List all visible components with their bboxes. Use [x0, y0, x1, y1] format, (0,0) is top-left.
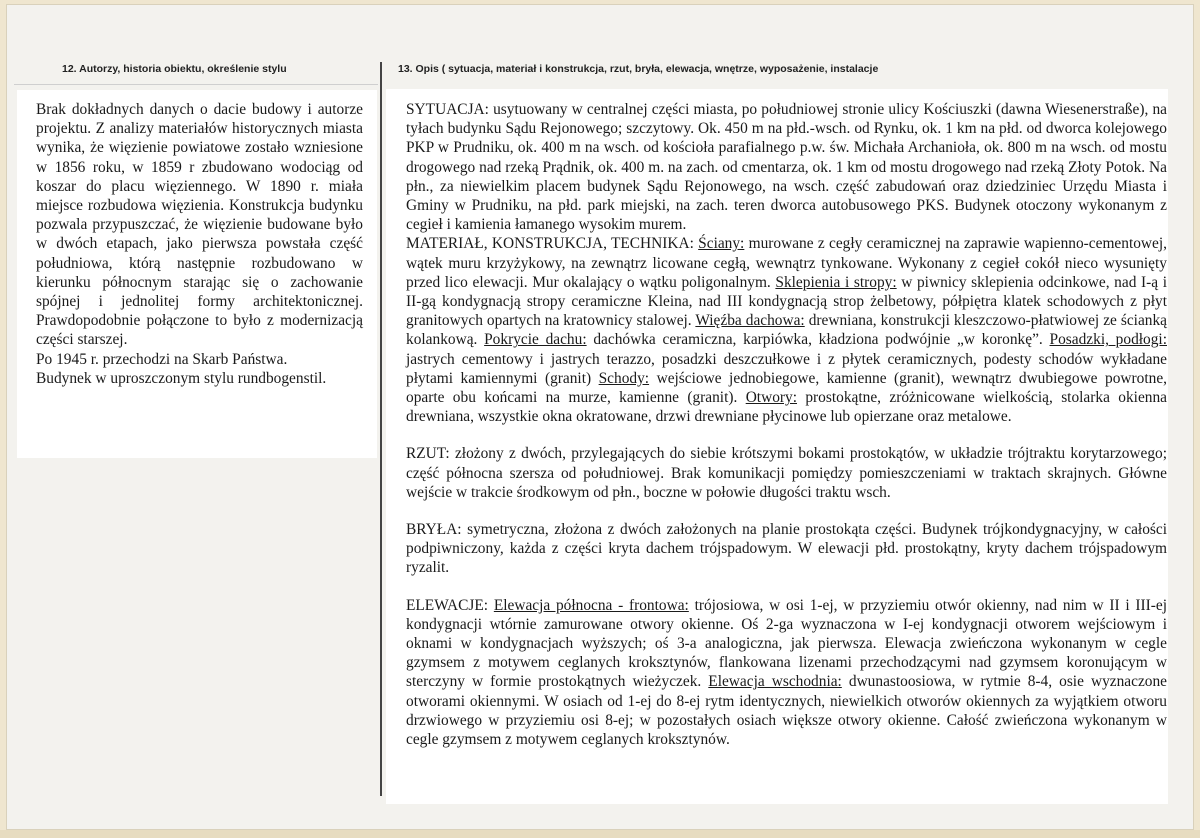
history-paragraph: Brak dokładnych danych o dacie budowy i autorze projektu. Z analizy materiałów historycznych miasta wynika, że więzienie powiatowe zostało wzniesione w 1856 roku, w 1859 r zbudowano wodociąg od koszar do placu więziennego. W 1890 r. miała miejsce rozbudowa więzienia. Konstrukcja budynku pozwala przypuszczać, że więzienie budowane było w dwóch etapach, jako pierwsza powstała część południowa, którą następnie rozbudowano w kierunku północnym starając się o zachowanie spójnej i jednolitej formy architektonicznej. Prawdopodobnie połączone to było z modernizacją części starszej. — [36, 101, 363, 349]
pokrycie-text: dachówka ceramiczna, karpiówka, kładziona podwójnie „w koronkę”. — [586, 331, 1050, 349]
sklepienia-text: w piwnicy sklepienia odcinkowe, nad I-ą i II-gą kondygnacją stropy ceramiczne Kleina, nad III kondygnacją strop żelbetowy, półpiętra klatek schodowych z płyt granitowych opartych na kratownicy stalowej. — [406, 273, 1167, 330]
otwory-label: Otwory: — [745, 389, 797, 407]
section-header-13: 13. Opis ( sytuacja, materiał i konstrukcja, rzut, bryła, elewacja, wnętrze, wyposażenie, instalacje — [398, 63, 879, 75]
sciany-label: Ściany: — [698, 235, 745, 253]
posadzki-label: Posadzki, podłogi: — [1049, 331, 1167, 349]
bryla-paragraph: BRYŁA: symetryczna, złożona z dwóch założonych na planie prostokąta części. Budynek trójkondygnacyjny, w całości podpiwniczony, każda z części kryta dachem trójspadowym. W elewacji płd. prostokątny, kryty dachem trójspadowym ryzalit. — [406, 521, 1167, 577]
elewacja-wschodnia-text: dwunastoosiowa, w rytmie 8-4, osie wyznaczone otworami okiennymi. W osiach od 1-ej do 8-ej rytm identycznych, niewielkich otworów okiennych za wyjątkiem otworu drzwiowego w przyziemiu osi 8-ej; w pozostałych osiach większe otwory okienne. Całość zwieńczona wykonanym w cegle gzymsem z motywem ceglanych kroksztynów. — [406, 673, 1168, 749]
elewacja-polnocna-text: trójosiowa, w osi 1-ej, w przyziemiu otwór okienny, nad nim w II i III-ej kondygnacji wtórnie zamurowane otwory okienne. Oś 2-ga wyznaczona w I-ej kondygnacji otworem wejściowym i oknami w kondygnacjach wyższych; oś 3-a analogiczna, jak pierwsza. Elewacja zwieńczona wykonanym w cegle gzymsem z motywem ceglanych kroksztynów, flankowana lizenami przechodzącymi nad gzymsem koronującym w sterczyny w formie prostokątnych wieżyczek. — [406, 596, 1168, 691]
material-intro: MATERIAŁ, KONSTRUKCJA, TECHNIKA: — [406, 235, 699, 253]
scan-bottom-edge — [0, 830, 1200, 838]
pokrycie-label: Pokrycie dachu: — [484, 331, 587, 349]
otwory-text: prostokątne, zróżnicowane wielkością, stolarka okienna drewniana, wszystkie okna okratowane, drzwi drewniane płycinowe lub opierzane oraz metalowe. — [406, 389, 1167, 426]
wiezba-text: drewniana, konstrukcji kleszczowo-płatwiowej ze ścianką kolankową. — [406, 312, 1167, 349]
wiezba-label: Więźba dachowa: — [695, 312, 805, 330]
posadzki-text: jastrych cementowy i jastrych terazzo, posadzki deszczułkowe i z płytek ceramicznych, podesty schodów wykładane płytami kamiennymi (granit) — [406, 350, 1167, 387]
schody-text: wejściowe jednobiegowe, kamienne (granit), wewnątrz dwubiegowe powrotne, oparte obu końcami na murze, kamienne (granit). — [406, 369, 1167, 407]
elewacja-polnocna-label: Elewacja północna - frontowa: — [493, 596, 689, 614]
material-paragraph — [406, 234, 1167, 426]
elewacje-paragraph — [406, 596, 1167, 750]
sklepienia-label: Sklepienia i stropy: — [775, 273, 897, 291]
history-section — [36, 100, 363, 388]
sytuacja-paragraph: SYTUACJA: usytuowany w centralnej części miasta, po południowej stronie ulicy Kościuszki (dawna Wiesenerstraße), na tyłach budynku Sądu Rejonowego; szczytowy. Ok. 450 m na płd.-wsch. od Rynku, ok. 1 km na płd. od dworca kolejowego PKP w Prudniku, ok. 400 m na wsch. od kościoła parafialnego p.w. św. Michała Archanioła, ok. 800 m na wsch. od mostu drogowego nad rzeką Prądnik, ok. 400 m. na zach. od cmentarza, ok. 1 km od mostu drogowego nad rzeką Złoty Potok. Na płn., za niewielkim placem budynek Sądu Rejonowego, na wsch. część zabudowań oraz dziedziniec Urzędu Miasta i Gminy w Prudniku, na płd. park miejski, na zach. teren dworca autobusowego PKS. Budynek otoczony wykonanym z cegieł i kamienia łamanego wysokim murem. — [406, 101, 1167, 234]
elewacja-wschodnia-label: Elewacja wschodnia: — [708, 673, 842, 691]
left-divider-line — [14, 84, 378, 85]
ownership-paragraph: Po 1945 r. przechodzi na Skarb Państwa. — [36, 350, 288, 368]
section-header-12: 12. Autorzy, historia obiektu, określenie stylu — [62, 63, 287, 75]
schody-label: Schody: — [598, 369, 650, 387]
style-paragraph: Budynek w uproszczonym stylu rundbogenstil. — [36, 369, 327, 387]
rzut-paragraph: RZUT: złożony z dwóch, przylegających do siebie krótszymi bokami prostokątów, w układzie trójtraktu korytarzowego; część północna szersza od południowej. Brak komunikacji pomiędzy pomieszczeniami w traktach skrajnych. Główne wejście w trakcie środkowym od płn., boczne w połowie długości traktu wsch. — [406, 445, 1167, 501]
elewacje-intro: ELEWACJE: — [406, 596, 494, 614]
sciany-text: murowane z cegły ceramicznej na zaprawie wapienno-cementowej, wątek muru krzyżykowy, na zewnątrz licowane cegłą, wewnątrz tynkowane. Wykonany z cegieł cokół nieco wysunięty przed lico elewacji. Mur okalający o wątku poligonalnym. — [406, 235, 1168, 291]
column-divider — [380, 62, 382, 796]
description-section — [406, 100, 1167, 749]
